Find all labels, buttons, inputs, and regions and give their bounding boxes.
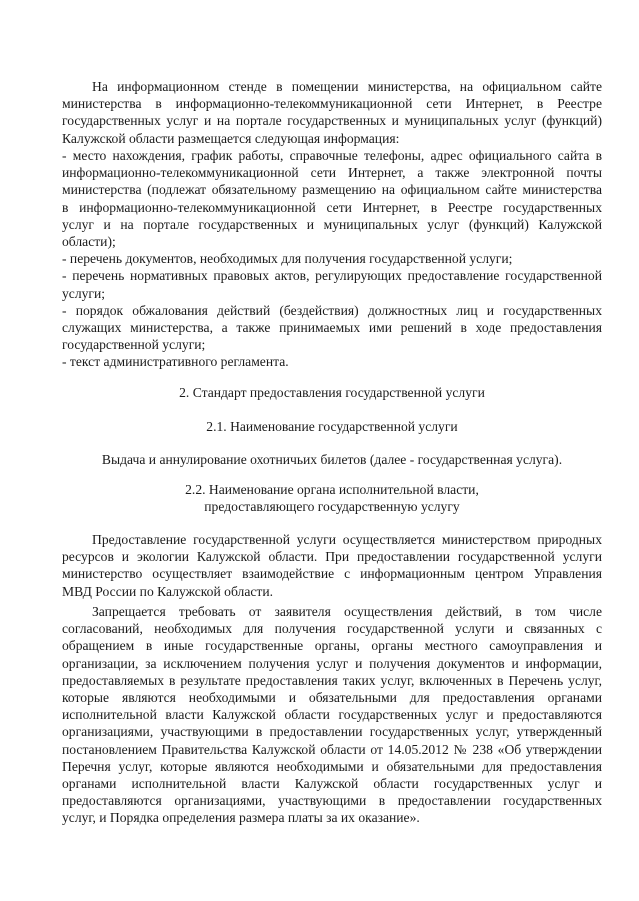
paragraph-forbidden — [62, 603, 602, 827]
list-item — [62, 147, 602, 250]
paragraph-service-name — [62, 451, 602, 468]
text-line: области); — [62, 234, 116, 250]
text-line: в информационно-телекоммуникационной сети Интернет, в Реестре государственных — [62, 199, 602, 215]
list-item — [62, 250, 602, 267]
text-line: На информационном стенде в помещении министерства, на официальном сайте — [92, 79, 602, 94]
text-line: Калужской области размещается следующая информация: — [62, 130, 400, 146]
text-line: услуги; — [62, 285, 106, 301]
info-list — [62, 147, 602, 371]
list-item — [62, 353, 602, 370]
text-line: Предоставление государственной услуги осуществляется министерством природных — [92, 532, 602, 547]
paragraph-info-stand — [62, 78, 602, 147]
text-line: МВД России по Калужской области. — [62, 583, 273, 599]
list-item — [62, 267, 602, 301]
paragraph-provider — [62, 531, 602, 600]
text-line: государственной услуги; — [62, 337, 206, 353]
text-line: организациями, участвующими в предоставлении государственных услуг, утвержденный — [62, 724, 602, 740]
text-line: ресурсов и экологии Калужской области. При предоставлении государственной услуги — [62, 549, 602, 565]
text-line: государственных услуг и на портале государственных и муниципальных услуг (функций) — [62, 113, 602, 129]
text-line: - порядок обжалования действий (бездействия) должностных лиц и государственных — [62, 302, 602, 318]
text-line: - перечень нормативных правовых актов, регулирующих предоставление государственной — [62, 268, 602, 284]
text-line: министерства (подлежат обязательному размещению на официальном сайте министерства — [62, 182, 602, 198]
heading-text: 2.2. Наименование органа исполнительной власти, — [185, 482, 479, 497]
text-line: услуг, и Порядка определения размера платы за их оказание». — [62, 810, 420, 826]
subsection-heading-2-2 — [62, 481, 602, 515]
text-line: Запрещается требовать от заявителя осуществления действий, в том числе — [92, 604, 602, 619]
text-line: согласований, необходимых для получения государственной услуги и связанных с — [62, 621, 602, 637]
text-line: организации, за исключением получения услуг и получения документов и информации, — [62, 655, 602, 671]
text-line: - место нахождения, график работы, справочные телефоны, адрес официального сайта в — [62, 148, 602, 163]
text-line: Выдача и аннулирование охотничьих билетов (далее - государственная услуга). — [101, 452, 563, 467]
subsection-heading-2-1 — [62, 418, 602, 435]
heading-text: 2. Стандарт предоставления государственной услуги — [179, 385, 485, 400]
heading-text: предоставляющего государственную услугу — [204, 499, 460, 515]
text-line: органами исполнительной власти Калужской области государственных услуг и — [62, 776, 602, 792]
section-heading — [62, 384, 602, 401]
text-line: исполнительной власти Калужской области государственных услуг и предоставляются — [62, 707, 602, 723]
text-line: предоставляемых в результате предоставления таких услуг, включенных в Перечень услуг, — [62, 672, 602, 688]
text-line: обращением в иные государственные органы, органы местного самоуправления и — [62, 638, 602, 654]
text-line: услуг и на портале государственных и муниципальных услуг (функций) Калужской — [62, 216, 602, 232]
text-line: предоставляются организациями, участвующими в предоставлении государственных — [62, 793, 602, 809]
text-line: которые являются необходимыми и обязательными для предоставления органами — [62, 690, 602, 706]
list-item — [62, 302, 602, 354]
text-line: Перечня услуг, которые являются необходимыми и обязательными для предоставления — [62, 758, 602, 774]
text-line: служащих министерства, а также принимаемых ими решений в ходе предоставления — [62, 320, 602, 336]
text-line: - текст административного регламента. — [62, 354, 289, 370]
text-line: министерство осуществляет взаимодействие с информационным центром Управления — [62, 566, 602, 582]
text-line: информационно-телекоммуникационной сети Интернет, а также электронной почты — [62, 165, 602, 181]
text-line: министерства в информационно-телекоммуникационной сети Интернет, в Реестре — [62, 96, 602, 112]
text-line: постановлением Правительства Калужской области от 14.05.2012 № 238 «Об утверждении — [62, 741, 602, 757]
heading-text: 2.1. Наименование государственной услуги — [206, 419, 458, 434]
text-line: - перечень документов, необходимых для получения государственной услуги; — [62, 251, 513, 267]
